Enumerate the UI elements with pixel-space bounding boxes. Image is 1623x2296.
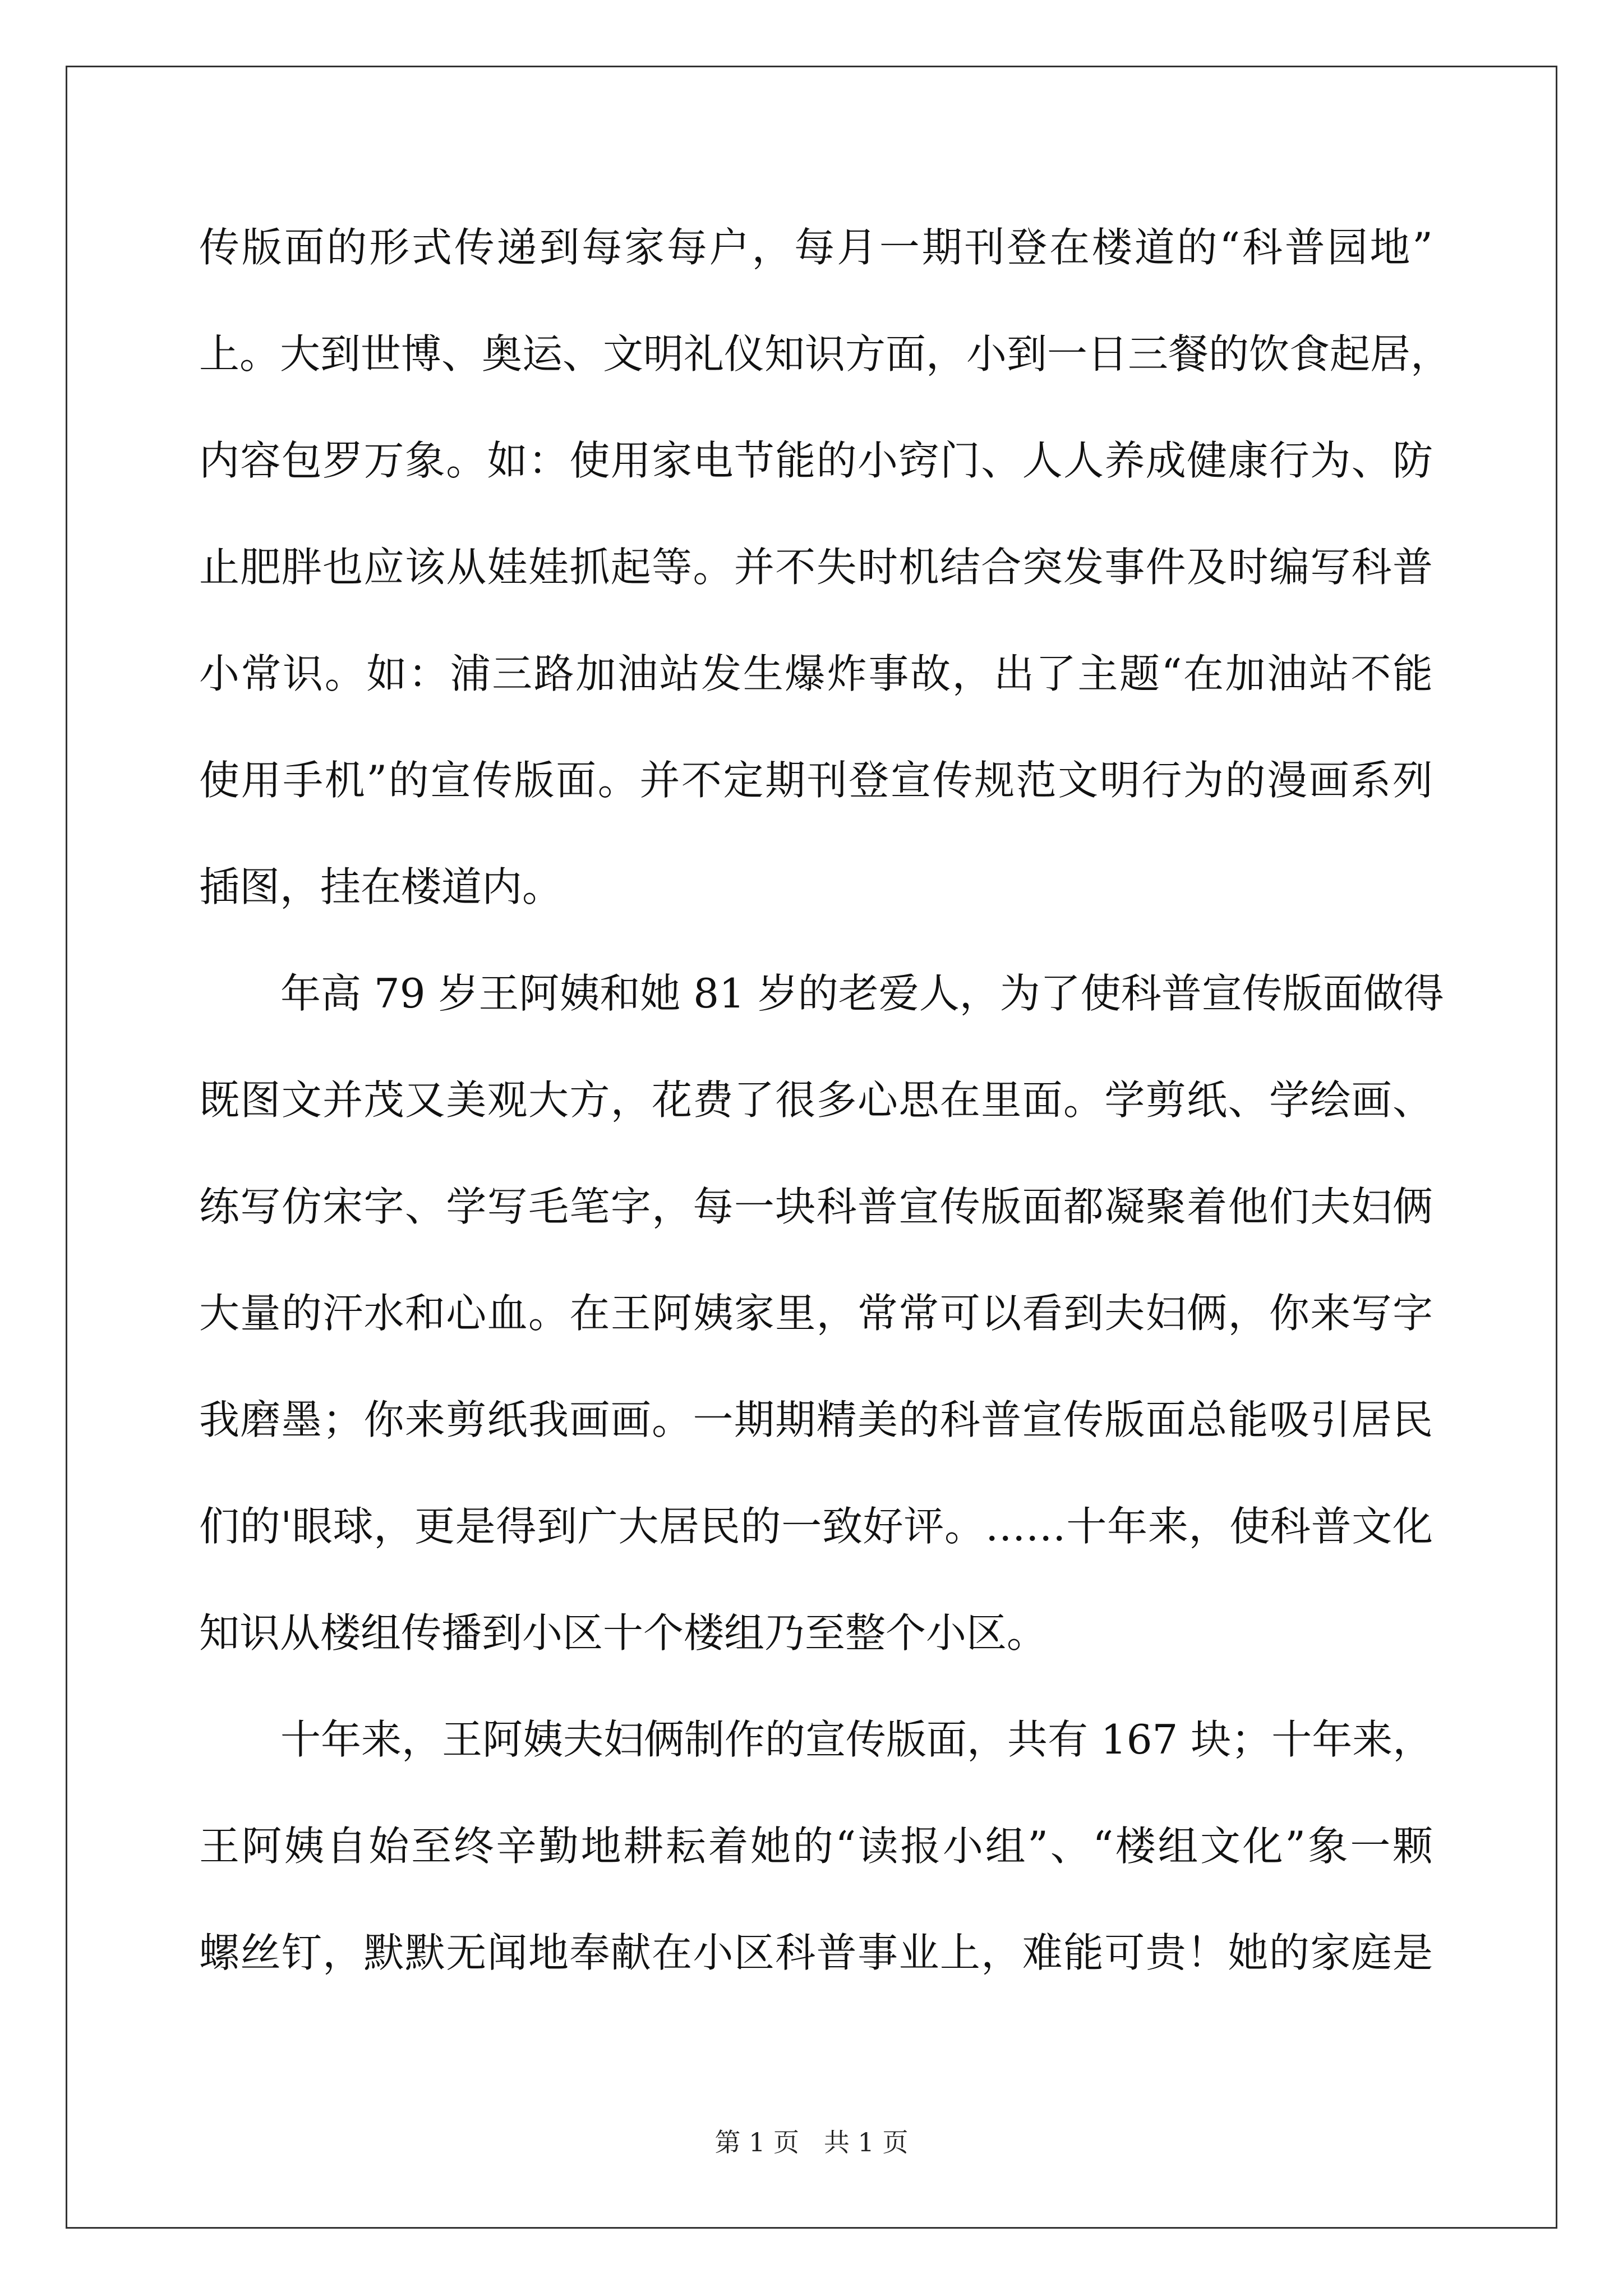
- body-text-line: 大量的汗水和心血。在王阿姨家里，常常可以看到夫妇俩，你来写字: [199, 1290, 1433, 1337]
- body-text-line: 止肥胖也应该从娃娃抓起等。并不失时机结合突发事件及时编写科普: [199, 544, 1433, 591]
- body-text-line: 上。大到世博、奥运、文明礼仪知识方面，小到一日三餐的饮食起居，: [199, 330, 1451, 378]
- body-text-line: 练写仿宋字、学写毛笔字，每一块科普宣传版面都凝聚着他们夫妇俩: [199, 1183, 1433, 1230]
- page-number: 第 1 页: [714, 2127, 800, 2157]
- body-text-line: 插图，挂在楼道内。: [199, 863, 563, 910]
- page-total: 共 1 页: [823, 2127, 909, 2157]
- paragraph-first-line: 十年来，王阿姨夫妇俩制作的宣传版面，共有 167 块；十年来，: [280, 1716, 1433, 1763]
- body-text-line: 们的'眼球，更是得到广大居民的一致好评。……十年来，使科普文化: [199, 1503, 1433, 1550]
- page-footer: [0, 2129, 1623, 2155]
- body-text-line: 既图文并茂又美观大方，花费了很多心思在里面。学剪纸、学绘画、: [199, 1076, 1433, 1124]
- body-text-line: 传版面的形式传递到每家每户，每月一期刊登在楼道的“科普园地”: [199, 224, 1433, 271]
- body-text-line: 螺丝钉，默默无闻地奉献在小区科普事业上，难能可贵！她的家庭是: [199, 1929, 1433, 1976]
- body-text-line: 内容包罗万象。如：使用家电节能的小窍门、人人养成健康行为、防: [199, 437, 1433, 484]
- body-text-line: 知识从楼组传播到小区十个楼组乃至整个小区。: [199, 1609, 1048, 1657]
- paragraph-first-line: 年高 79 岁王阿姨和她 81 岁的老爱人，为了使科普宣传版面做得: [280, 970, 1444, 1017]
- page-border: [66, 66, 1557, 2229]
- body-text-line: 小常识。如：浦三路加油站发生爆炸事故，出了主题“在加油站不能: [199, 650, 1433, 697]
- body-text-line: 使用手机”的宣传版面。并不定期刊登宣传规范文明行为的漫画系列: [199, 757, 1433, 804]
- body-text-line: 王阿姨自始至终辛勤地耕耘着她的“读报小组”、“楼组文化”象一颗: [199, 1823, 1433, 1870]
- body-text-line: 我磨墨；你来剪纸我画画。一期期精美的科普宣传版面总能吸引居民: [199, 1396, 1433, 1443]
